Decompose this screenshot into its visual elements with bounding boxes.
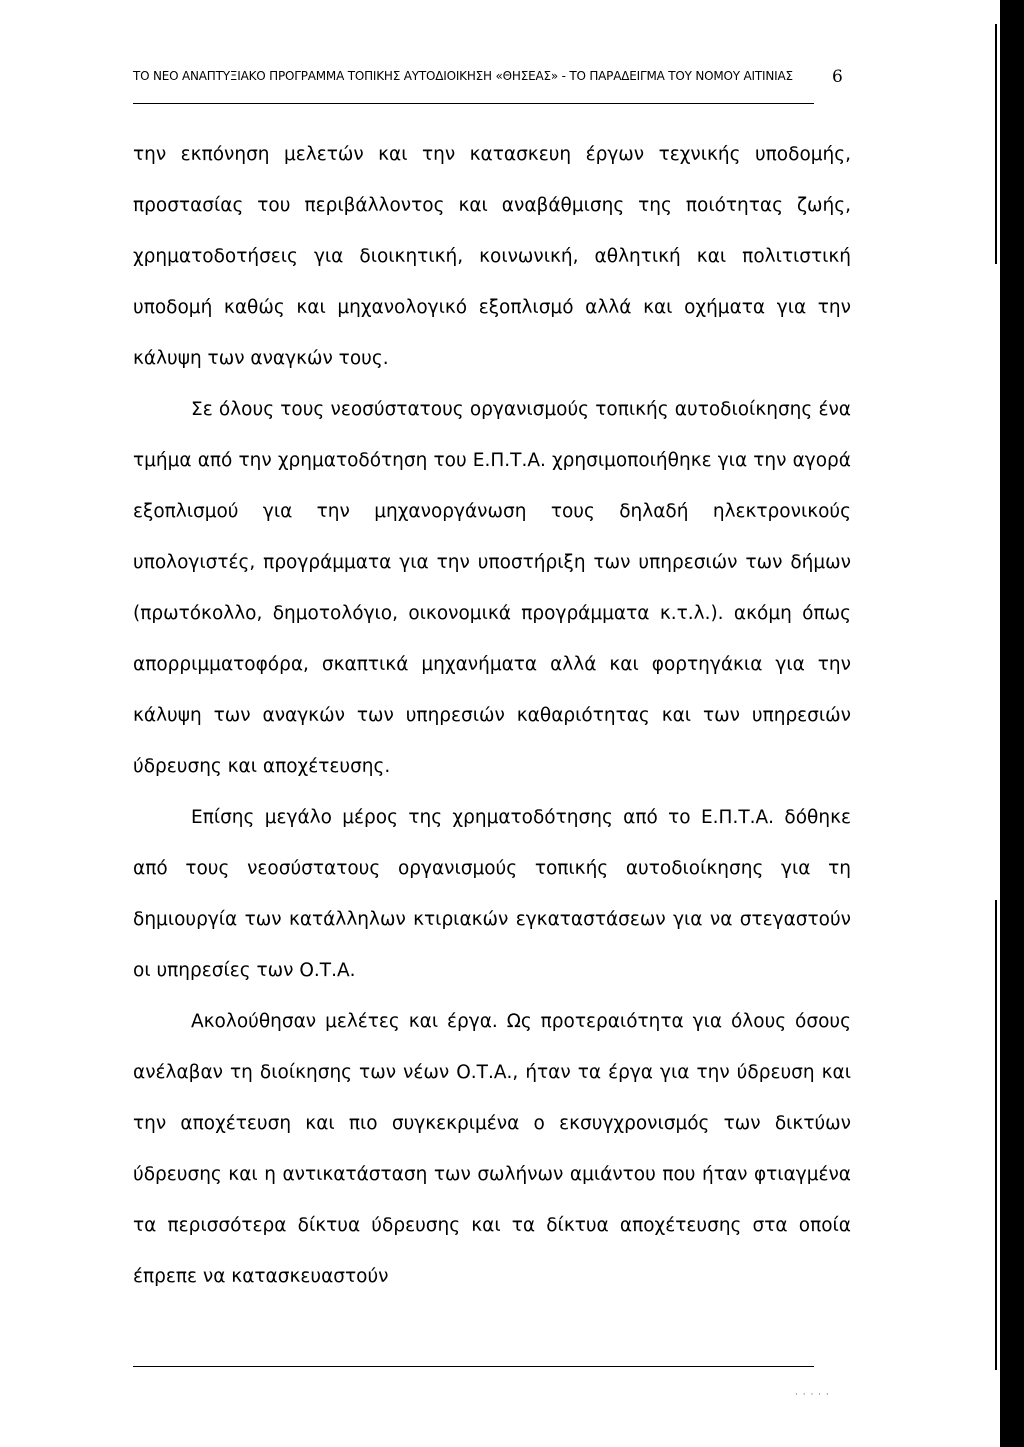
body-text <box>133 129 851 1302</box>
scan-edge-mark <box>995 24 997 264</box>
running-header: ΤΟ ΝΕΟ ΑΝΑΠΤΥΞΙΑΚΟ ΠΡΟΓΡΑΜΜΑ ΤΟΠΙΚΗΣ ΑΥΤΟΔΙΟΙΚΗΣΗ «ΘΗΣΕΑΣ» - ΤΟ ΠΑΡΑΔΕΙΓΜΑ ΤΟΥ ΝΟΜΟΥ ΑΙΤΙΝΙΑΣ <box>133 69 793 83</box>
scan-edge-mark <box>995 900 997 1370</box>
scan-artifact: · · · · · <box>795 1390 830 1400</box>
paragraph-3: Επίσης μεγάλο μέρος της χρηματοδότησης από το Ε.Π.Τ.Α. δόθηκε από τους νεοσύστατους οργανισμούς τοπικής αυτοδιοίκησης για τη δημιουργία των κατάλληλων κτιριακών εγκαταστάσεων για να στεγαστούν οι υπηρεσίες των Ο.Τ.Α. <box>133 807 851 981</box>
paragraph-4: Ακολούθησαν μελέτες και έργα. Ως προτεραιότητα για όλους όσους ανέλαβαν τη διοίκησης των νέων Ο.Τ.Α., ήταν τα έργα για την ύδρευση και την αποχέτευση και πιο συγκεκριμένα ο εκσυγχρονισμός των δικτύων ύδρευσης και η αντικατάσταση των σωλήνων αμιάντου που ήταν φτιαγμένα τα περισσότερα δίκτυα ύδρευσης και τα δίκτυα αποχέτευσης στα οποία έπρεπε να κατασκευαστούν <box>133 1011 851 1287</box>
header-divider <box>133 103 814 104</box>
page-number: 6 <box>832 67 843 87</box>
scan-border <box>1000 0 1024 1447</box>
paragraph-1: την εκπόνηση μελετών και την κατασκευη έργων τεχνικής υποδομής, προστασίας του περιβάλλοντος και αναβάθμισης της ποιότητας ζωής, χρηματοδοτήσεις για διοικητική, κοινωνική, αθλητική και πολιτιστική υποδομή καθώς και μηχανολογικό εξοπλισμό αλλά και οχήματα για την κάλυψη των αναγκών τους. <box>133 144 851 369</box>
footer-divider <box>133 1366 814 1367</box>
paragraph-2: Σε όλους τους νεοσύστατους οργανισμούς τοπικής αυτοδιοίκησης ένα τμήμα από την χρηματοδότηση του Ε.Π.Τ.Α. χρησιμοποιήθηκε για την αγορά εξοπλισμού για την μηχανοργάνωση τους δηλαδή ηλεκτρονικούς υπολογιστές, προγράμματα για την υποστήριξη των υπηρεσιών των δήμων (πρωτόκολλο, δημοτολόγιο, οικονομικά προγράμματα κ.τ.λ.). ακόμη όπως απορριμματοφόρα, σκαπτικά μηχανήματα αλλά και φορτηγάκια για την κάλυψη των αναγκών των υπηρεσιών καθαριότητας και των υπηρεσιών ύδρευσης και αποχέτευσης. <box>133 399 851 777</box>
